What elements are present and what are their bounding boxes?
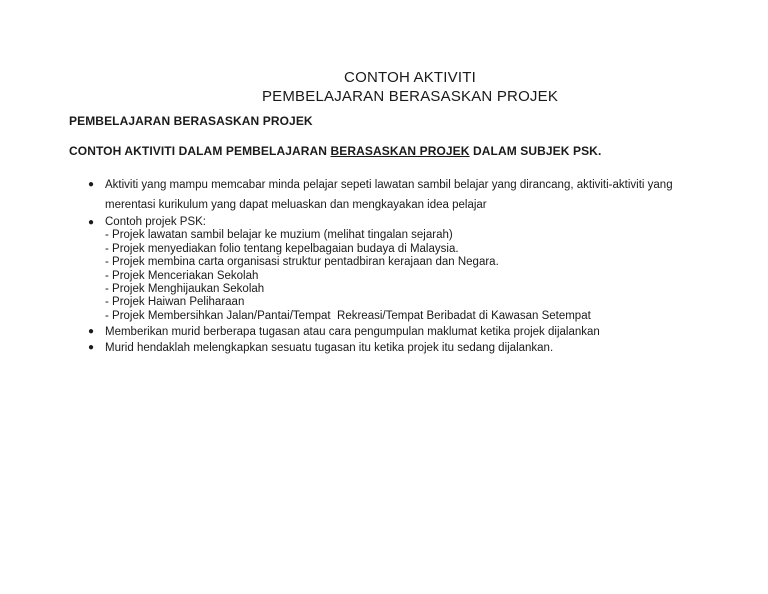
bullet-icon: ● [88,326,95,338]
document-title [0,68,768,106]
bullet-icon: ● [88,179,95,190]
subsection-heading-end: DALAM SUBJEK PSK. [469,144,602,158]
project-entry: - Projek menyediakan folio tentang kepelbagaian budaya di Malaysia. [105,242,459,255]
project-entry: - Projek lawatan sambil belajar ke muzium (melihat tingalan sejarah) [105,229,453,242]
bullet-icon: ● [88,217,95,228]
title-line-1: CONTOH AKTIVITI [344,69,476,86]
list-item [88,341,728,355]
subsection-heading-underlined: BERASASKAN PROJEK [330,144,470,158]
list-item-text: Memberikan murid berberapa tugasan atau cara pengumpulan maklumat ketika projek dijalankan [105,326,600,339]
project-entry: - Projek Menghijaukan Sekolah [105,283,265,296]
list-item-text: Murid hendaklah melengkapkan sesuatu tugasan itu ketika projek itu sedang dijalankan. [105,342,554,355]
subsection-heading [69,144,601,158]
list-item-intro: Contoh projek PSK: [105,216,207,228]
project-entry: - Projek membina carta organisasi struktur pentadbiran kerajaan dan Negara. [105,256,499,269]
bullet-icon: ● [88,342,95,354]
list-item [88,325,728,339]
activity-list [88,175,728,355]
title-line-2: PEMBELAJARAN BERASASKAN PROJEK [261,88,559,105]
list-item [88,216,728,323]
project-entry: - Projek Menceriakan Sekolah [105,269,259,282]
list-item [88,175,728,215]
section-heading: PEMBELAJARAN BERASASKAN PROJEK [69,114,313,128]
list-item-line: merentasi kurikulum yang dapat meluaskan dan mengkayakan idea pelajar [105,199,487,211]
project-entry: - Projek Membersihkan Jalan/Pantai/Tempat Rekreasi/Tempat Beribadat di Kawasan Setempat [105,309,591,322]
subsection-heading-start: CONTOH AKTIVITI DALAM PEMBELAJARAN [69,144,331,158]
list-item-line: Aktiviti yang mampu memcabar minda pelajar sepeti lawatan sambil belajar yang dirancang, aktiviti-aktiviti yang [105,179,673,191]
project-entry: - Projek Haiwan Peliharaan [105,296,245,309]
